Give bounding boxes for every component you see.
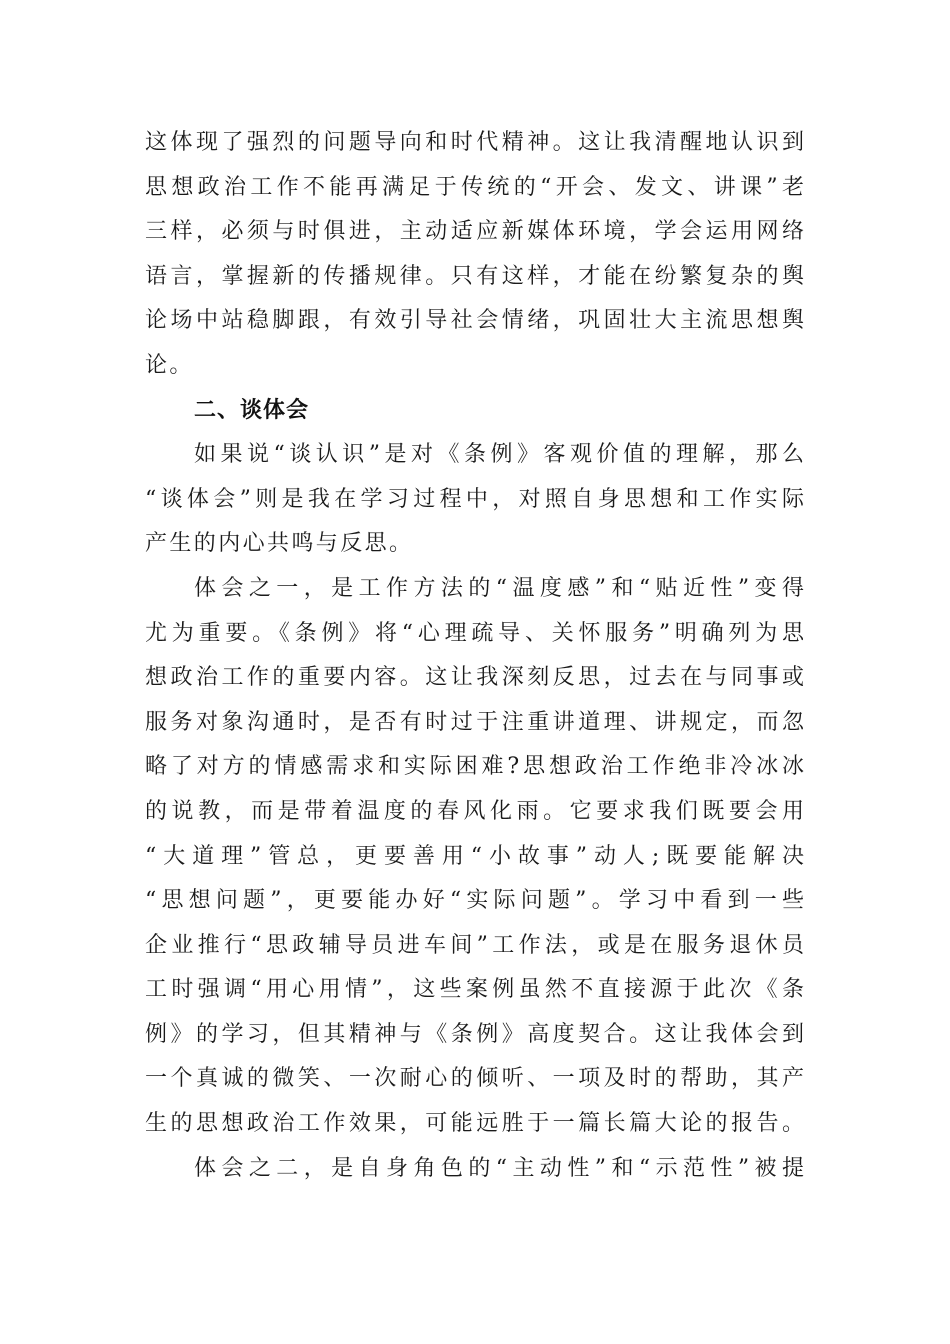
text-line: 三样，必须与时俱进，主动适应新媒体环境，学会运用网络 — [145, 219, 805, 245]
text-line: “谈体会”则是我在学习过程中，对照自身思想和工作实际 — [145, 486, 805, 512]
text-line: 如果说“谈认识”是对《条例》客观价值的理解，那么 — [194, 442, 805, 468]
paragraph-continuation — [145, 121, 805, 389]
text-line: 工时强调“用心用情”，这些案例虽然不直接源于此次《条 — [145, 977, 805, 1003]
text-line: 体会之二，是自身角色的“主动性”和“示范性”被提 — [194, 1155, 805, 1181]
document-page — [145, 121, 805, 1191]
text-line: “大道理”管总，更要善用“小故事”动人;既要能解决 — [145, 843, 805, 869]
text-line: 体会之一，是工作方法的“温度感”和“贴近性”变得 — [194, 575, 805, 601]
text-line: “思想问题”，更要能办好“实际问题”。学习中看到一些 — [145, 888, 805, 914]
text-line: 例》的学习，但其精神与《条例》高度契合。这让我体会到 — [145, 1021, 805, 1047]
text-line: 服务对象沟通时，是否有时过于注重讲道理、讲规定，而忽 — [145, 709, 805, 735]
text-line: 思想政治工作不能再满足于传统的“开会、发文、讲课”老 — [145, 174, 805, 200]
text-line: 产生的内心共鸣与反思。 — [145, 531, 414, 557]
paragraph-intro — [145, 433, 805, 567]
text-line: 一个真诚的微笑、一次耐心的倾听、一项及时的帮助，其产 — [145, 1066, 805, 1092]
paragraph-insight-two — [145, 1147, 805, 1192]
text-line: 企业推行“思政辅导员进车间”工作法，或是在服务退休员 — [145, 932, 805, 958]
text-line: 语言，掌握新的传播规律。只有这样，才能在纷繁复杂的舆 — [145, 263, 805, 289]
text-line: 这体现了强烈的问题导向和时代精神。这让我清醒地认识到 — [145, 130, 805, 155]
text-line: 的说教，而是带着温度的春风化雨。它要求我们既要会用 — [145, 798, 805, 824]
text-line: 论场中站稳脚跟，有效引导社会情绪，巩固壮大主流思想舆 — [145, 308, 805, 334]
text-line: 生的思想政治工作效果，可能远胜于一篇长篇大论的报告。 — [145, 1111, 805, 1137]
text-line: 尤为重要。《条例》将“心理疏导、关怀服务”明确列为思 — [145, 620, 805, 646]
paragraph-insight-one — [145, 567, 805, 1147]
text-line: 论。 — [145, 352, 194, 378]
text-line: 想政治工作的重要内容。这让我深刻反思，过去在与同事或 — [145, 665, 805, 691]
section-heading: 二、谈体会 — [194, 397, 310, 423]
text-line: 略了对方的情感需求和实际困难?思想政治工作绝非冷冰冰 — [145, 754, 805, 780]
